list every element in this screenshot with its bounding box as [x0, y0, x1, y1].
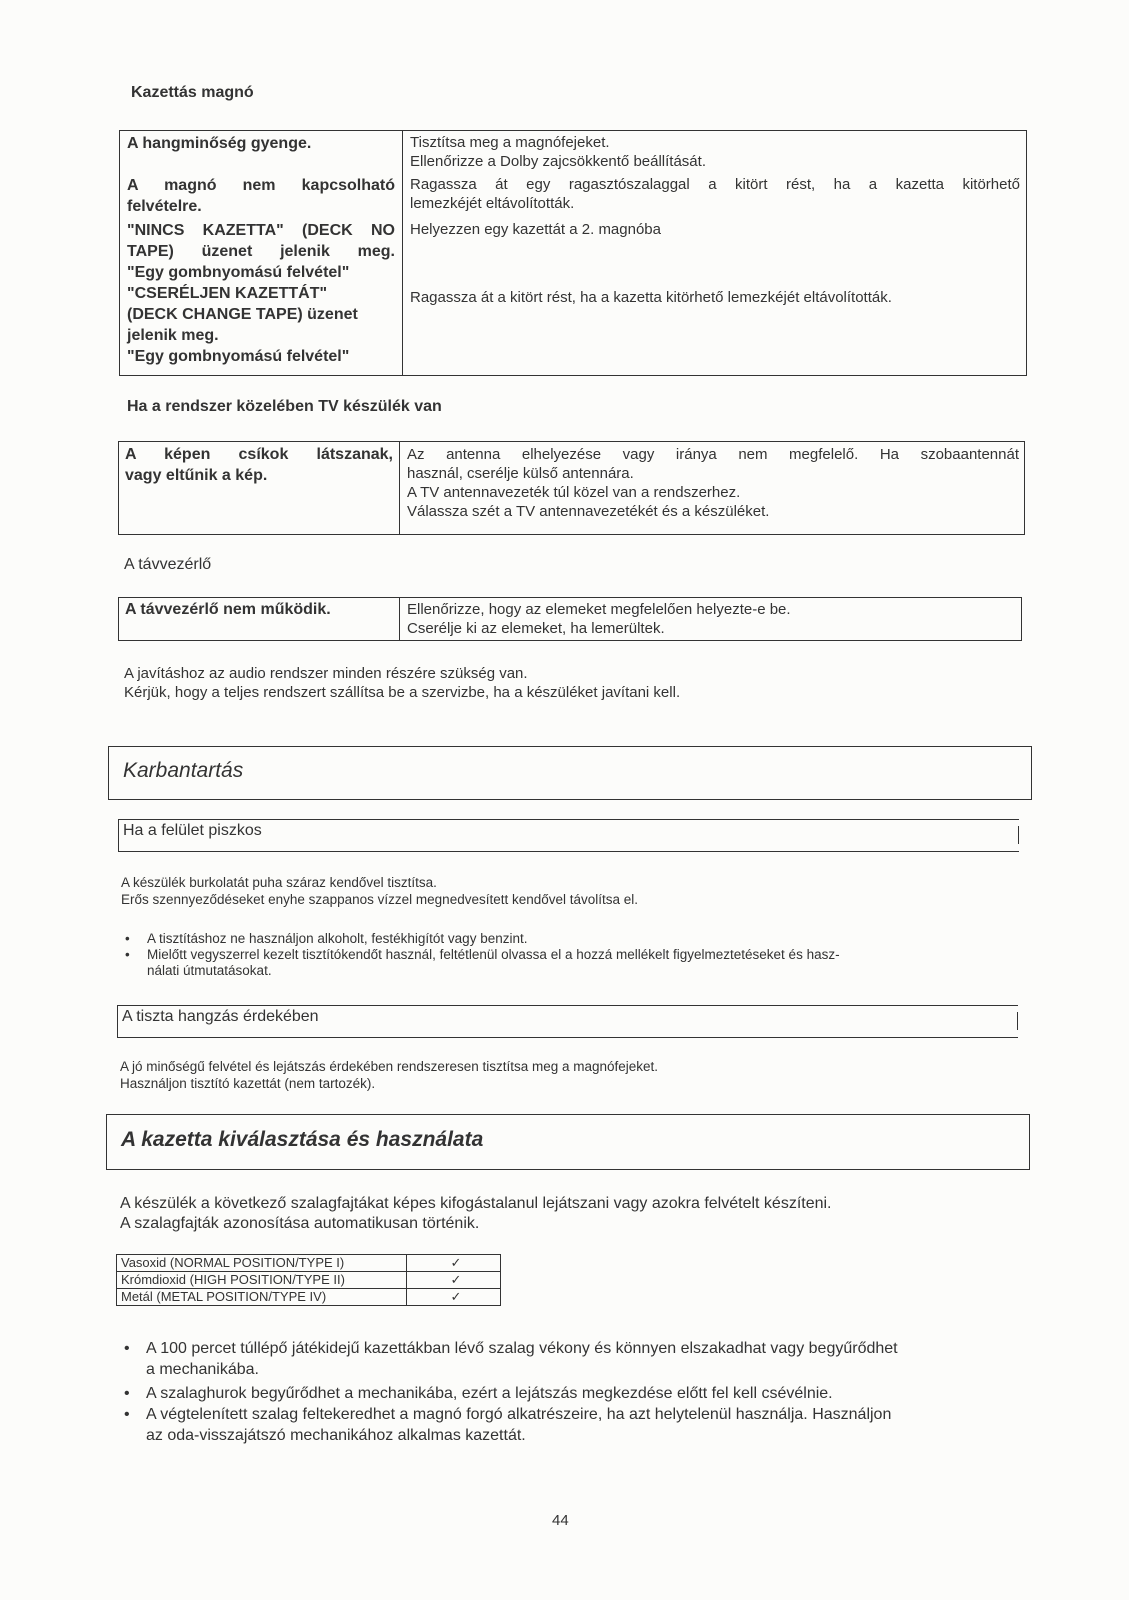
maintenance-title: Karbantartás: [123, 759, 244, 782]
solution-cell: [410, 133, 1020, 171]
instruction-line: Használjon tisztító kazettát (nem tartozék).: [120, 1076, 376, 1091]
repair-line: A javításhoz az audio rendszer minden részére szükség van.: [124, 665, 528, 682]
problem-line: jelenik meg.: [127, 327, 219, 344]
repair-note: [124, 664, 1004, 702]
problem-line: "Egy gombnyomású felvétel": [127, 264, 350, 281]
surface-subsection-box: [118, 819, 1019, 852]
list-item: [146, 1338, 1046, 1380]
cassette-troubleshooting-table: [119, 130, 1027, 376]
solution-line: Ragassza át a kitört rést, ha a kazetta kitörhető lemezkéjét eltávolították.: [410, 289, 892, 306]
bullet-text: az oda-visszajátszó mechanikához alkalmas kazettát.: [146, 1427, 526, 1444]
problem-cell: [127, 220, 395, 283]
tape-type-name: Vasoxid (NORMAL POSITION/TYPE I): [121, 1255, 345, 1270]
cassette-choice-section-title-box: [106, 1114, 1030, 1170]
clean-sound-subsection-title: A tiszta hangzás érdekében: [122, 1008, 319, 1025]
problem-line: "NINCS KAZETTA" (DECK NO: [127, 222, 395, 239]
solution-cell: [410, 288, 1020, 307]
surface-bullet-list: [121, 931, 1037, 979]
bullet-text: A 100 percet túllépő játékidejű kazettákban lévő szalag vékony és könnyen elszakadhat vagy begyűrődhet: [146, 1340, 898, 1357]
intro-line: A készülék a következő szalagfajtákat képes kifogástalanul lejátszani vagy azokra felvételt készíteni.: [120, 1195, 832, 1212]
intro-line: A szalagfajták azonosítása automatikusan történik.: [120, 1215, 480, 1232]
solution-cell: [410, 175, 1020, 213]
problem-line: (DECK CHANGE TAPE) üzenet: [127, 306, 358, 323]
check-mark-icon: ✓: [406, 1272, 505, 1288]
table-divider: [402, 131, 403, 375]
solution-line: Ellenőrizze, hogy az elemeket megfelelően helyezte-e be.: [407, 601, 791, 618]
check-mark-icon: ✓: [406, 1289, 505, 1305]
section-heading-tv: Ha a rendszer közelében TV készülék van: [127, 398, 442, 415]
solution-line: Helyezzen egy kazettát a 2. magnóba: [410, 221, 661, 238]
solution-line: Az antenna elhelyezése vagy iránya nem megfelelő. Ha szobaantennát: [407, 446, 1019, 463]
box-end-mark: [1018, 826, 1019, 844]
solution-line: A TV antennavezeték túl közel van a rendszerhez.: [407, 484, 741, 501]
section-heading-cassette: Kazettás magnó: [131, 84, 254, 101]
cassette-choice-bullet-list: [120, 1338, 1046, 1446]
solution-line: Tisztítsa meg a magnófejeket.: [410, 134, 610, 151]
section-heading-remote: A távvezérlő: [124, 556, 212, 573]
problem-line: A képen csíkok látszanak,: [125, 446, 393, 463]
solution-line: Cserélje ki az elemeket, ha lemerültek.: [407, 620, 665, 637]
instruction-line: Erős szennyeződéseket enyhe szappanos vízzel megnedvesített kendővel távolítsa el.: [121, 892, 639, 907]
list-item: [146, 1404, 1046, 1446]
instruction-line: A jó minőségű felvétel és lejátszás érdekében rendszeresen tisztítsa meg a magnófejeket.: [120, 1059, 659, 1074]
tape-type-name: Metál (METAL POSITION/TYPE IV): [121, 1289, 327, 1304]
repair-line: Kérjük, hogy a teljes rendszert szállítsa be a szervizbe, ha a készüléket javítani kell.: [124, 684, 681, 701]
problem-line: felvételre.: [127, 198, 202, 215]
surface-subsection-title: Ha a felület piszkos: [123, 822, 262, 839]
table-row: [117, 1272, 500, 1289]
list-item: [147, 931, 1037, 947]
bullet-text: A szalaghurok begyűrődhet a mechanikába, ezért a lejátszás megkezdése előtt fel kell csévélnie.: [146, 1385, 833, 1402]
remote-troubleshooting-table: [118, 597, 1022, 641]
check-mark-icon: ✓: [406, 1255, 505, 1271]
clean-sound-subsection-box: [117, 1005, 1018, 1038]
problem-line: "Egy gombnyomású felvétel": [127, 348, 350, 365]
cassette-choice-intro: [120, 1194, 1020, 1234]
table-row: [117, 1255, 500, 1272]
solution-cell: [407, 445, 1019, 521]
problem-line: A hangminőség gyenge.: [127, 135, 312, 152]
list-item: [146, 1383, 1046, 1404]
solution-cell: [407, 600, 1017, 638]
solution-line: használ, cserélje külső antennára.: [407, 465, 634, 482]
solution-line: Ragassza át egy ragasztószalaggal a kitört rést, ha a kazetta kitörhető: [410, 176, 1020, 193]
bullet-text: a mechanikába.: [146, 1361, 259, 1378]
page-number: 44: [552, 1512, 569, 1529]
solution-line: Válassza szét a TV antennavezetékét és a készüléket.: [407, 503, 770, 520]
problem-cell: A távvezérlő nem működik.: [125, 601, 331, 618]
tv-troubleshooting-table: [118, 441, 1025, 535]
bullet-text: nálati útmutatásokat.: [147, 963, 272, 978]
tape-type-table: [116, 1254, 501, 1306]
problem-line: vagy eltűnik a kép.: [125, 467, 268, 484]
table-divider: [399, 442, 400, 534]
problem-cell: [127, 283, 395, 367]
problem-line: TAPE) üzenet jelenik meg.: [127, 243, 395, 260]
bullet-text: Mielőtt vegyszerrel kezelt tisztítókendőt használ, feltétlenül olvassa el a hozzá mellékelt figyelmeztetéseket és hasz-: [147, 947, 840, 962]
maintenance-section-title-box: [108, 746, 1032, 800]
bullet-text: A végtelenített szalag feltekeredhet a magnó forgó alkatrészeire, ha azt helytelenül használja. Használjon: [146, 1406, 892, 1423]
cassette-choice-title: A kazetta kiválasztása és használata: [121, 1128, 484, 1151]
box-end-mark: [1017, 1012, 1018, 1030]
list-item: [147, 947, 1037, 979]
clean-sound-instructions: [120, 1058, 1010, 1092]
problem-cell: [125, 444, 393, 486]
problem-line: "CSERÉLJEN KAZETTÁT": [127, 285, 328, 302]
problem-cell: [127, 133, 395, 154]
solution-line: lemezkéjét eltávolították.: [410, 195, 575, 212]
table-row: [117, 1289, 500, 1305]
bullet-text: A tisztításhoz ne használjon alkoholt, festékhigítót vagy benzint.: [147, 931, 528, 946]
tape-type-name: Krómdioxid (HIGH POSITION/TYPE II): [121, 1272, 345, 1287]
problem-cell: [127, 175, 395, 217]
surface-instructions: [121, 874, 1011, 908]
solution-cell: [410, 220, 1020, 239]
solution-line: Ellenőrizze a Dolby zajcsökkentő beállítását.: [410, 153, 706, 170]
table-divider: [399, 598, 400, 640]
instruction-line: A készülék burkolatát puha száraz kendővel tisztítsa.: [121, 875, 437, 890]
problem-line: A magnó nem kapcsolható: [127, 177, 395, 194]
